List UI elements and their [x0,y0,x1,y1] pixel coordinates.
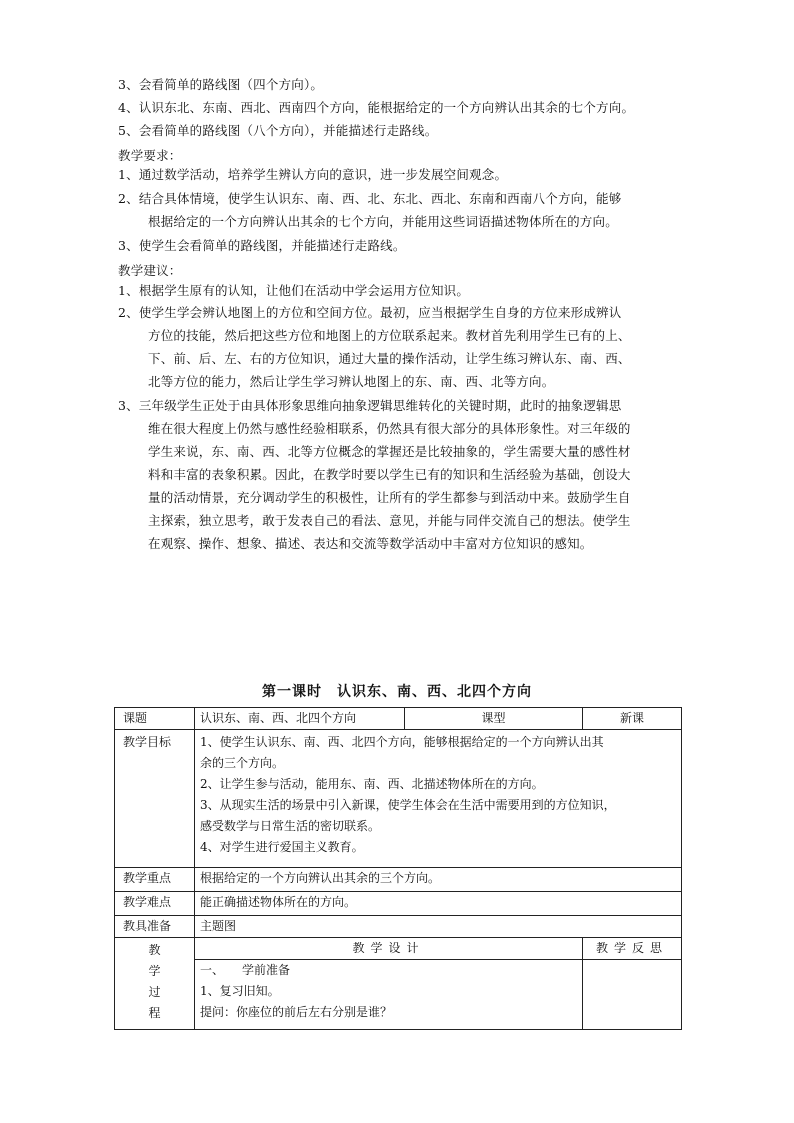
topic-value: 认识东、南、西、北四个方向 [195,708,405,730]
suggestion-2-cont-3: 北等方位的能力，然后让学生学习辨认地图上的东、南、西、北等方向。 [148,374,555,389]
goal-line: 3、从现实生活的场景中引入新课，使学生体会在生活中需要用到的方位知识， [200,798,616,812]
process-char: 程 [148,1006,161,1020]
topic-label: 课题 [115,708,195,730]
goal-line: 4、对学生进行爱国主义教育。 [200,840,364,854]
process-char: 过 [148,985,161,999]
goals-cell [195,730,682,868]
table-row [115,730,682,868]
suggestion-3-cont-2: 学生来说，东、南、西、北等方位概念的掌握还是比较抽象的，学生需要大量的感性材 [148,444,631,459]
design-line: 1、复习旧知。 [200,984,280,998]
table-row [115,960,682,1030]
key-point-label: 教学重点 [115,868,195,892]
table-row [115,892,682,916]
requirement-1: 1、通过数学活动，培养学生辨认方向的意识，进一步发展空间观念。 [118,167,508,182]
table-row [115,916,682,938]
goal-line: 1、使学生认识东、南、西、北四个方向，能够根据给定的一个方向辨认出其 [200,735,604,749]
type-value: 新课 [583,708,682,730]
goals-label: 教学目标 [115,730,195,868]
suggestion-2-cont-1: 方位的技能，然后把这些方位和地图上的方位联系起来。教材首先利用学生已有的上、 [148,328,631,343]
design-line: 一、 学前准备 [200,963,291,977]
design-line: 提问：你座位的前后左右分别是谁？ [200,1005,393,1019]
requirement-3: 3、使学生会看简单的路线图，并能描述行走路线。 [118,238,406,253]
table-row [115,708,682,730]
reflection-cell [583,960,682,1030]
table-row [115,938,682,960]
suggestion-3-cont-3: 料和丰富的表象积累。因此，在教学时要以学生已有的知识和生活经验为基础，创设大 [148,467,631,482]
process-char: 教 [148,943,161,957]
suggestion-3-cont-5: 主探索，独立思考，敢于发表自己的看法、意见，并能与同伴交流自己的想法。使学生 [148,513,631,528]
tools-label: 教具准备 [115,916,195,938]
design-header: 教学设计 [195,938,583,960]
goal-line: 2、让学生参与活动，能用东、南、西、北描述物体所在的方向。 [200,777,544,791]
requirements-heading: 教学要求： [118,148,182,163]
reflection-header: 教学反思 [583,938,682,960]
goal-line: 余的三个方向。 [200,756,285,770]
requirement-2-cont: 根据给定的一个方向辨认出其余的七个方向，并能用这些词语描述物体所在的方向。 [148,214,618,229]
table-row [115,868,682,892]
lesson-plan-table [114,707,682,1030]
suggestions-heading: 教学建议： [118,263,182,278]
key-point-value: 根据给定的一个方向辨认出其余的三个方向。 [195,868,682,892]
suggestion-3: 3、三年级学生正处于由具体形象思维向抽象逻辑思维转化的关键时期，此时的抽象逻辑思 [118,398,622,413]
goal-line: 感受数学与日常生活的密切联系。 [200,819,381,833]
design-cell [195,960,583,1030]
objective-item-4: 4、认识东北、东南、西北、西南四个方向，能根据给定的一个方向辨认出其余的七个方向。 [118,100,635,115]
objective-item-5: 5、会看简单的路线图（八个方向），并能描述行走路线。 [118,123,438,138]
suggestion-3-cont-4: 量的活动情景，充分调动学生的积极性，让所有的学生都参与到活动中来。鼓励学生自 [148,490,631,505]
type-label: 课型 [405,708,583,730]
lesson-title: 第一课时 认识东、南、西、北四个方向 [262,684,532,700]
objective-item-3: 3、会看简单的路线图（四个方向）。 [118,77,324,92]
requirement-2: 2、结合具体情境，使学生认识东、南、西、北、东北、西北、东南和西南八个方向，能够 [118,191,622,206]
suggestion-2-cont-2: 下、前、后、左、右的方位知识，通过大量的操作活动，让学生练习辨认东、南、西、 [148,351,631,366]
difficulty-label: 教学难点 [115,892,195,916]
suggestion-3-cont-1: 维在很大程度上仍然与感性经验相联系，仍然具有很大部分的具体形象性。对三年级的 [148,421,631,436]
suggestion-3-cont-6: 在观察、操作、想象、描述、表达和交流等数学活动中丰富对方位知识的感知。 [148,536,593,551]
process-label [115,938,195,1030]
suggestion-1: 1、根据学生原有的认知，让他们在活动中学会运用方位知识。 [118,283,470,298]
suggestion-2: 2、使学生学会辨认地图上的方位和空间方位。最初，应当根据学生自身的方位来形成辨认 [118,305,622,320]
difficulty-value: 能正确描述物体所在的方向。 [195,892,682,916]
process-char: 学 [148,964,161,978]
tools-value: 主题图 [195,916,682,938]
